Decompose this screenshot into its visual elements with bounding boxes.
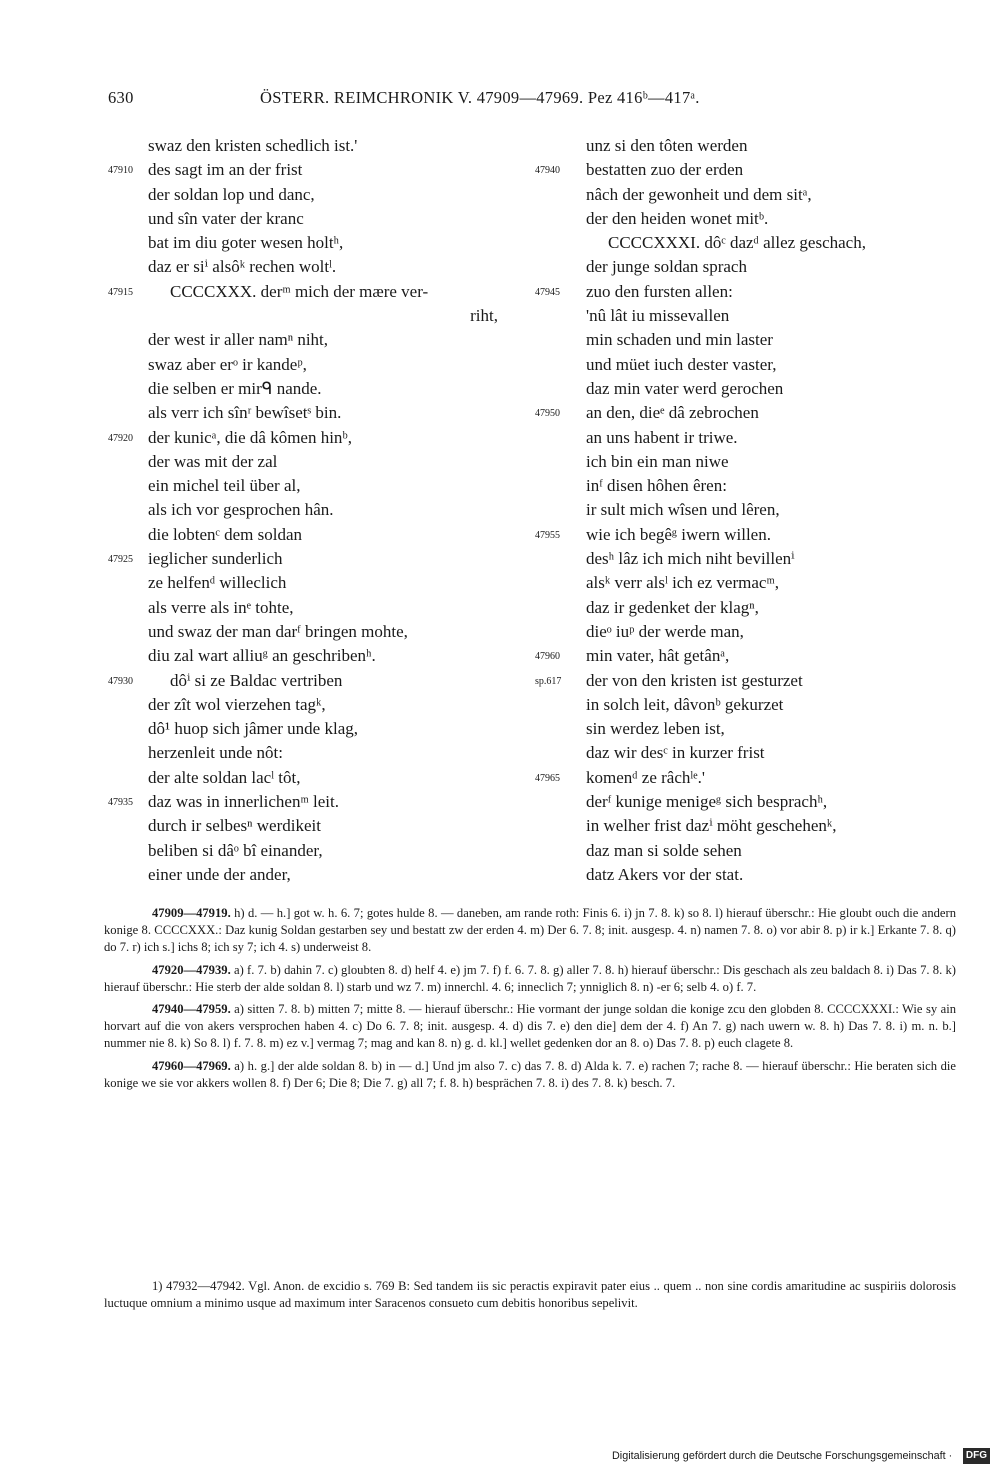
verse-text: bat im diu goter wesen holtʰ, xyxy=(148,233,344,253)
verse-line xyxy=(535,255,960,279)
verse-line xyxy=(535,134,960,158)
verse-line xyxy=(535,863,960,887)
verse-text: der soldan lop und danc, xyxy=(148,184,315,204)
verse-text: daz was in innerlichenᵐ leit. xyxy=(148,792,339,812)
verse-text: und sîn vater der kranc xyxy=(148,208,304,228)
critical-apparatus xyxy=(104,905,956,1097)
verse-text: ir sult mich wîsen und lêren, xyxy=(586,500,780,520)
verse-line xyxy=(108,693,498,717)
apparatus-range: 47960—47969. xyxy=(152,1058,231,1073)
verse-line xyxy=(108,717,498,741)
verse-text: derᶠ kunige menigeᵍ sich besprachʰ, xyxy=(586,792,828,812)
verse-text: desʰ lâz ich mich niht bevillenⁱ xyxy=(586,549,795,569)
verse-text: in welher frist dazⁱ möht geschehenᵏ, xyxy=(586,816,837,836)
verse-text: unz si den tôten werden xyxy=(586,136,748,155)
verse-line xyxy=(535,377,960,401)
verse-text: riht, xyxy=(470,306,498,326)
verse-line xyxy=(108,863,498,887)
verse-line xyxy=(535,766,960,790)
verse-text: die selben er mirᑫ nande. xyxy=(148,378,322,398)
verse-text: alsᵏ verr alsˡ ich ez vermacᵐ, xyxy=(586,573,780,593)
verse-text: des sagt im an der frist xyxy=(148,160,303,180)
verse-line xyxy=(535,620,960,644)
verse-line xyxy=(108,426,498,450)
verse-line xyxy=(535,741,960,765)
verse-text: der west ir aller namⁿ niht, xyxy=(148,330,329,350)
verse-line xyxy=(535,304,960,328)
apparatus-text: a) f. 7. b) dahin 7. c) gloubten 8. d) helf 4. e) jm 7. f) f. 6. 7. 8. g) aller 7. 8. h) hierauf überschr.: Dis geschach als zeu baldach 8. i) Das 7. 8. k) hierauf überschr.: Hie sterb der alde soldan 8. l) starb und wz 7. m) innerchl. 4. 6; inneclich 7; ynniglich 8. n) -er 6; selb 4. o) f. 7. xyxy=(104,962,956,994)
verse-text: herzenleit unde nôt: xyxy=(148,743,284,763)
verse-number: 47935 xyxy=(108,797,133,809)
verse-text: der von den kristen ist gesturzet xyxy=(586,670,803,690)
apparatus-range: 47909—47919. xyxy=(152,906,231,920)
verse-text: wie ich begêᵍ iwern willen. xyxy=(586,524,771,544)
verse-line xyxy=(108,255,498,279)
verse-line xyxy=(535,426,960,450)
verse-text: und müet iuch dester vaster, xyxy=(586,354,777,374)
page-header xyxy=(108,88,968,114)
verse-text: swaz den kristen schedlich ist.' xyxy=(148,136,358,155)
apparatus-text: a) sitten 7. 8. b) mitten 7; mitte 8. — hierauf überschr.: Hie vormant der junge soldan die konige zcu den globden 8. CCCCXXXI.: Wie sy ain horvart auf die von akers versprochen haben 4. c) Do 6. 7. 8; init. ausgesp. 4. d) dis 7. e) den die] dem der 4. f) An 7. g) nach uwern w. 8. h) Das 7. 8. i) m. n. b.] nummer nie 8. k) So 8. l) f. 7. 8. m) ez v.] vermag 7; mag and kan 8. n) g. d. kl.] wellet gedenken dor an 8. o) Das 7. 8. p) euch clagete 8. xyxy=(104,1002,956,1051)
verse-line xyxy=(535,183,960,207)
verse-line xyxy=(535,231,960,255)
verse-line xyxy=(108,741,498,765)
verse-line xyxy=(108,547,498,571)
verse-text: zuo den fursten allen: xyxy=(586,281,733,301)
verse-text: als verr ich sînʳ bewîsetˢ bin. xyxy=(148,403,342,423)
verse-line xyxy=(108,353,498,377)
verse-line xyxy=(535,401,960,425)
verse-text: daz min vater werd gerochen xyxy=(586,378,784,398)
verse-text: der alte soldan lacˡ tôt, xyxy=(148,767,301,787)
verse-text: als ich vor gesprochen hân. xyxy=(148,500,334,520)
verse-line xyxy=(535,207,960,231)
verse-text: beliben si dâᵒ bî einander, xyxy=(148,840,323,860)
verse-text: daz wir desᶜ in kurzer frist xyxy=(586,743,765,763)
verse-number: 47940 xyxy=(535,165,560,177)
running-title: ÖSTERR. REIMCHRONIK V. 47909—47969. Pez 416ᵇ—417ᵃ. xyxy=(260,88,700,107)
verse-text: ze helfenᵈ willeclich xyxy=(148,573,287,593)
verse-text: als verre als inᵉ tohte, xyxy=(148,597,294,617)
verse-line xyxy=(108,207,498,231)
verse-line xyxy=(535,158,960,182)
verse-line xyxy=(108,328,498,352)
verse-text: der kunicᵃ, die dâ kômen hinᵇ, xyxy=(148,427,352,447)
verse-number: 47915 xyxy=(108,286,133,298)
credit-text: Digitalisierung gefördert durch die Deutsche Forschungsgemeinschaft · xyxy=(612,1450,953,1462)
verse-number: 47960 xyxy=(535,651,560,663)
verse-line xyxy=(535,474,960,498)
apparatus-entry xyxy=(104,1058,956,1092)
verse-line xyxy=(535,498,960,522)
apparatus-entry xyxy=(104,905,956,957)
verse-line xyxy=(535,353,960,377)
page-number: 630 xyxy=(108,88,134,107)
verse-number: 47910 xyxy=(108,165,133,177)
verse-line xyxy=(535,717,960,741)
verse-line xyxy=(535,280,960,304)
verse-text: dôⁱ si ze Baldac vertriben xyxy=(170,670,343,690)
verse-text: min vater, hât getânᵃ, xyxy=(586,646,730,666)
verse-line xyxy=(108,571,498,595)
verse-line xyxy=(108,790,498,814)
verse-line xyxy=(535,644,960,668)
verse-number: 47920 xyxy=(108,432,133,444)
verse-text: durch ir selbesⁿ werdikeit xyxy=(148,816,321,836)
verse-number: 47955 xyxy=(535,529,560,541)
verse-text: in solch leit, dâvonᵇ gekurzet xyxy=(586,694,784,714)
verse-text: nâch der gewonheit und dem sitᵃ, xyxy=(586,184,812,204)
verse-text: der was mit der zal xyxy=(148,451,278,471)
verse-line xyxy=(535,523,960,547)
verse-text: und swaz der man darᶠ bringen mohte, xyxy=(148,621,408,641)
verse-line xyxy=(535,790,960,814)
verse-number: 47945 xyxy=(535,286,560,298)
verse-line xyxy=(108,183,498,207)
apparatus-entry xyxy=(104,1001,956,1053)
verse-line xyxy=(108,839,498,863)
verse-text: 'nû lât iu missevallen xyxy=(586,306,730,326)
verse-line xyxy=(535,669,960,693)
verse-text: an den, dieᵉ dâ zebrochen xyxy=(586,403,759,423)
verse-number: 47950 xyxy=(535,408,560,420)
verse-text: dieᵒ iuᵖ der werde man, xyxy=(586,621,744,641)
dfg-logo: DFG xyxy=(963,1448,990,1464)
verse-text: diu zal wart alliuᵍ an geschribenʰ. xyxy=(148,646,376,666)
verse-text: die lobtenᶜ dem soldan xyxy=(148,524,303,544)
verse-line xyxy=(108,450,498,474)
verse-line xyxy=(108,231,498,255)
verse-number: 47925 xyxy=(108,554,133,566)
verse-line xyxy=(108,766,498,790)
verse-line xyxy=(108,523,498,547)
verse-line xyxy=(535,839,960,863)
verse-line xyxy=(535,450,960,474)
verse-text: CCCCXXX. derᵐ mich der mære ver- xyxy=(170,281,429,301)
verse-line xyxy=(108,814,498,838)
apparatus-entry xyxy=(104,962,956,996)
verse-text: der den heiden wonet mitᵇ. xyxy=(586,208,769,228)
verse-text: dô¹ huop sich jâmer unde klag, xyxy=(148,719,358,739)
verse-line xyxy=(535,693,960,717)
verse-text: min schaden und min laster xyxy=(586,330,773,350)
verse-text: swaz aber erᵒ ir kandeᵖ, xyxy=(148,354,307,374)
verse-line xyxy=(535,814,960,838)
verse-line xyxy=(108,474,498,498)
apparatus-text: h) d. — h.] got w. h. 6. 7; gotes hulde 8. — daneben, am rande roth: Finis 6. i) jn 7. 8. k) so 8. l) hierauf überschr.: Hie gloubt ouch die andern konige 8. CCCCXXX.: Daz kunig Soldan gestarben sey und bestatt zw der erden 4. m) Der 6. 7. 8; init. ausgesp. 4. n) namen 7. 8. o) vor abir 8. p) ir k.] Erkante 7. 8. q) do 7. r) ich s.] ichs 8; ich sy 7; ich 4. s) underweist 8. xyxy=(104,906,956,955)
verse-line xyxy=(535,547,960,571)
verse-text: datz Akers vor der stat. xyxy=(586,864,744,884)
verse-line xyxy=(108,158,498,182)
verse-line xyxy=(108,304,498,328)
source-footnote xyxy=(104,1278,956,1312)
verse-line xyxy=(535,571,960,595)
verse-text: sin werdez leben ist, xyxy=(586,719,725,739)
verse-line xyxy=(535,328,960,352)
verse-text: daz er siⁱ alsôᵏ rechen woltˡ. xyxy=(148,257,337,277)
verse-number: sp.617 xyxy=(535,675,562,687)
verse-line xyxy=(108,669,498,693)
apparatus-text: a) h. g.] der alde soldan 8. b) in — d.] Und jm also 7. c) das 7. 8. d) Alda k. 7. e) rachen 7; rache 8. — hierauf überschr.: Hie beraten sich die konige we sie vor akkers wollen 8. f) Der 6; Die 8; Die 7. g) all 7; f. 8. h) besprächen 7. 8. i) des 7. 8. k) besch. 7. xyxy=(104,1058,956,1090)
verse-line xyxy=(535,596,960,620)
verse-line xyxy=(108,280,498,304)
digitization-credit xyxy=(612,1446,990,1466)
verse-line xyxy=(108,134,498,158)
verse-text: CCCCXXXI. dôᶜ dazᵈ allez geschach, xyxy=(608,233,866,253)
verse-line xyxy=(108,644,498,668)
verse-text: daz man si solde sehen xyxy=(586,840,742,860)
verse-line xyxy=(108,401,498,425)
verse-text: bestatten zuo der erden xyxy=(586,160,744,180)
verse-text: inᶠ disen hôhen êren: xyxy=(586,476,727,496)
verse-number: 47965 xyxy=(535,772,560,784)
verse-column-left xyxy=(108,134,498,887)
verse-line xyxy=(108,377,498,401)
verse-text: einer unde der ander, xyxy=(148,864,291,884)
verse-line xyxy=(108,620,498,644)
verse-text: der junge soldan sprach xyxy=(586,257,747,277)
verse-text: an uns habent ir triwe. xyxy=(586,427,738,447)
verse-number: 47930 xyxy=(108,675,133,687)
verse-text: der zît wol vierzehen tagᵏ, xyxy=(148,694,326,714)
apparatus-range: 47940—47959. xyxy=(152,1002,231,1017)
verse-text: ieglicher sunderlich xyxy=(148,549,283,569)
verse-text: komenᵈ ze râchˡᵉ.' xyxy=(586,767,705,787)
footnote-text: 1) 47932—47942. Vgl. Anon. de excidio s. 769 B: Sed tandem iis sic peractis expiravit pater eius .. quem .. non sine cordis amaritudine ac suspiriis dolorosis luctuque omnium a minimo usque ad maximum inter Saracenos consueto cum debitis honoribus sepelivit. xyxy=(104,1279,956,1311)
verse-line xyxy=(108,596,498,620)
apparatus-range: 47920—47939. xyxy=(152,962,231,977)
verse-text: ich bin ein man niwe xyxy=(586,451,729,471)
verse-text: daz ir gedenket der klagⁿ, xyxy=(586,597,759,617)
verse-column-right xyxy=(535,134,960,887)
verse-line xyxy=(108,498,498,522)
verse-text: ein michel teil über al, xyxy=(148,476,301,496)
